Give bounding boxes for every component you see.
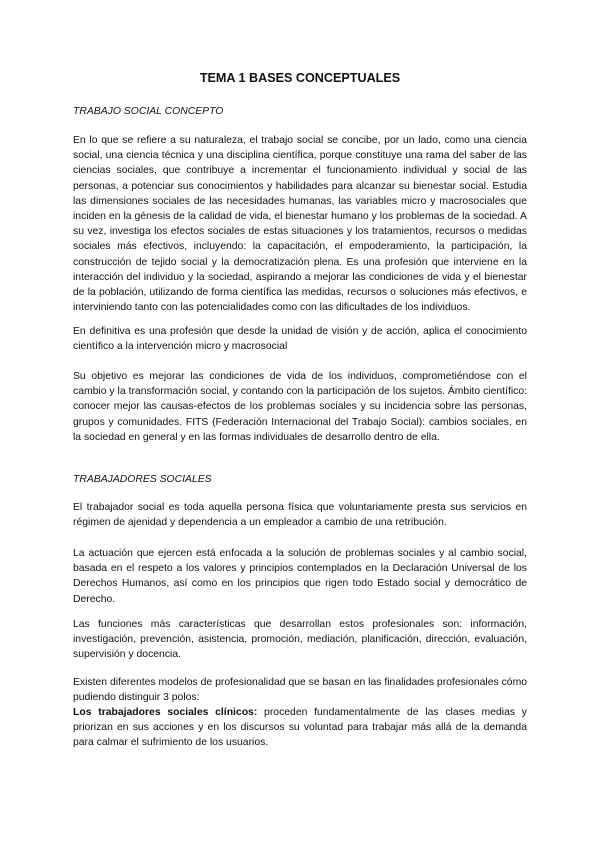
paragraph-clinicos (73, 705, 527, 751)
definition-clinicos: proceden fundamentalmente de las clases medias y priorizan en sus acciones y en los discursos su voluntad para trabajar más allá de la demanda para calmar el sufrimiento de los usuarios. (73, 707, 527, 749)
section-heading-trabajo-social-concepto: TRABAJO SOCIAL CONCEPTO (73, 106, 224, 117)
paragraph-naturaleza: En lo que se refiere a su naturaleza, el trabajo social se concibe, por un lado, como una ciencia social, una ciencia técnica y una disciplina científica, porque constituye una rama del saber de las ciencias sociales, que contribuye a incrementar el funcionamiento individual y social de las personas, a potenciar sus conocimientos y habilidades para alcanzar su bienestar social. Estudia las dimensiones sociales de las necesidades humanas, las variables micro y macrosociales que inciden en la génesis de la calidad de vida, el bienestar humano y los problemas de la sociedad. A su vez, investiga los efectos sociales de estas situaciones y los tratamientos, recursos o medidas sociales más efectivos, incluyendo: la capacitación, el empoderamiento, la participación, la construcción de tejido social y la democratización plena. Es una profesión que interviene en la interacción del individuo y la sociedad, aspirando a mejorar las condiciones de vida y el bienestar de la población, utilizando de forma científica las medidas, recursos o soluciones más efectivos, e interviniendo tanto con las potencialidades como con las dificultades de los individuos. (73, 135, 527, 314)
paragraph-trabajador-social: El trabajador social es toda aquella persona física que voluntariamente presta sus servicios en régimen de ajenidad y dependencia a un empleador a cambio de una retribución. (73, 502, 527, 529)
page-title: TEMA 1 BASES CONCEPTUALES (199, 71, 401, 85)
paragraph-objetivo: Su objetivo es mejorar las condiciones de vida de los individuos, comprometiéndose con el cambio y la transformación social, y contando con la participación de los sujetos. Ámbito científico: conocer mejor las causas-efectos de los problemas sociales y su incidencia sobre las personas, grupos y comunidades. FITS (Federación Internacional del Trabajo Social): cambios sociales, en la sociedad en general y en las formas individuales de desarrollo dentro de ella. (73, 371, 527, 443)
paragraph-actuacion: La actuación que ejercen está enfocada a la solución de problemas sociales y al cambio social, basada en el respeto a los valores y principios contemplados en la Declaración Universal de los Derechos Humanos, así como en los principios que rigen todo Estado social y democrático de Derecho. (73, 548, 527, 605)
term-clinicos: Los trabajadores sociales clínicos: (73, 707, 258, 718)
paragraph-modelos: Existen diferentes modelos de profesionalidad que se basan en las finalidades profesionales cómo pudiendo distinguir 3 polos: (73, 677, 528, 704)
paragraph-en-definitiva: En definitiva es una profesión que desde la unidad de visión y de acción, aplica el conocimiento científico a la intervención micro y macrosocial (73, 326, 527, 353)
section-heading-trabajadores-sociales: TRABAJADORES SOCIALES (73, 474, 212, 485)
paragraph-funciones: Las funciones más características que desarrollan estos profesionales son: información, investigación, prevención, asistencia, promoción, mediación, planificación, dirección, evaluación, supervisión y docencia. (73, 619, 527, 661)
